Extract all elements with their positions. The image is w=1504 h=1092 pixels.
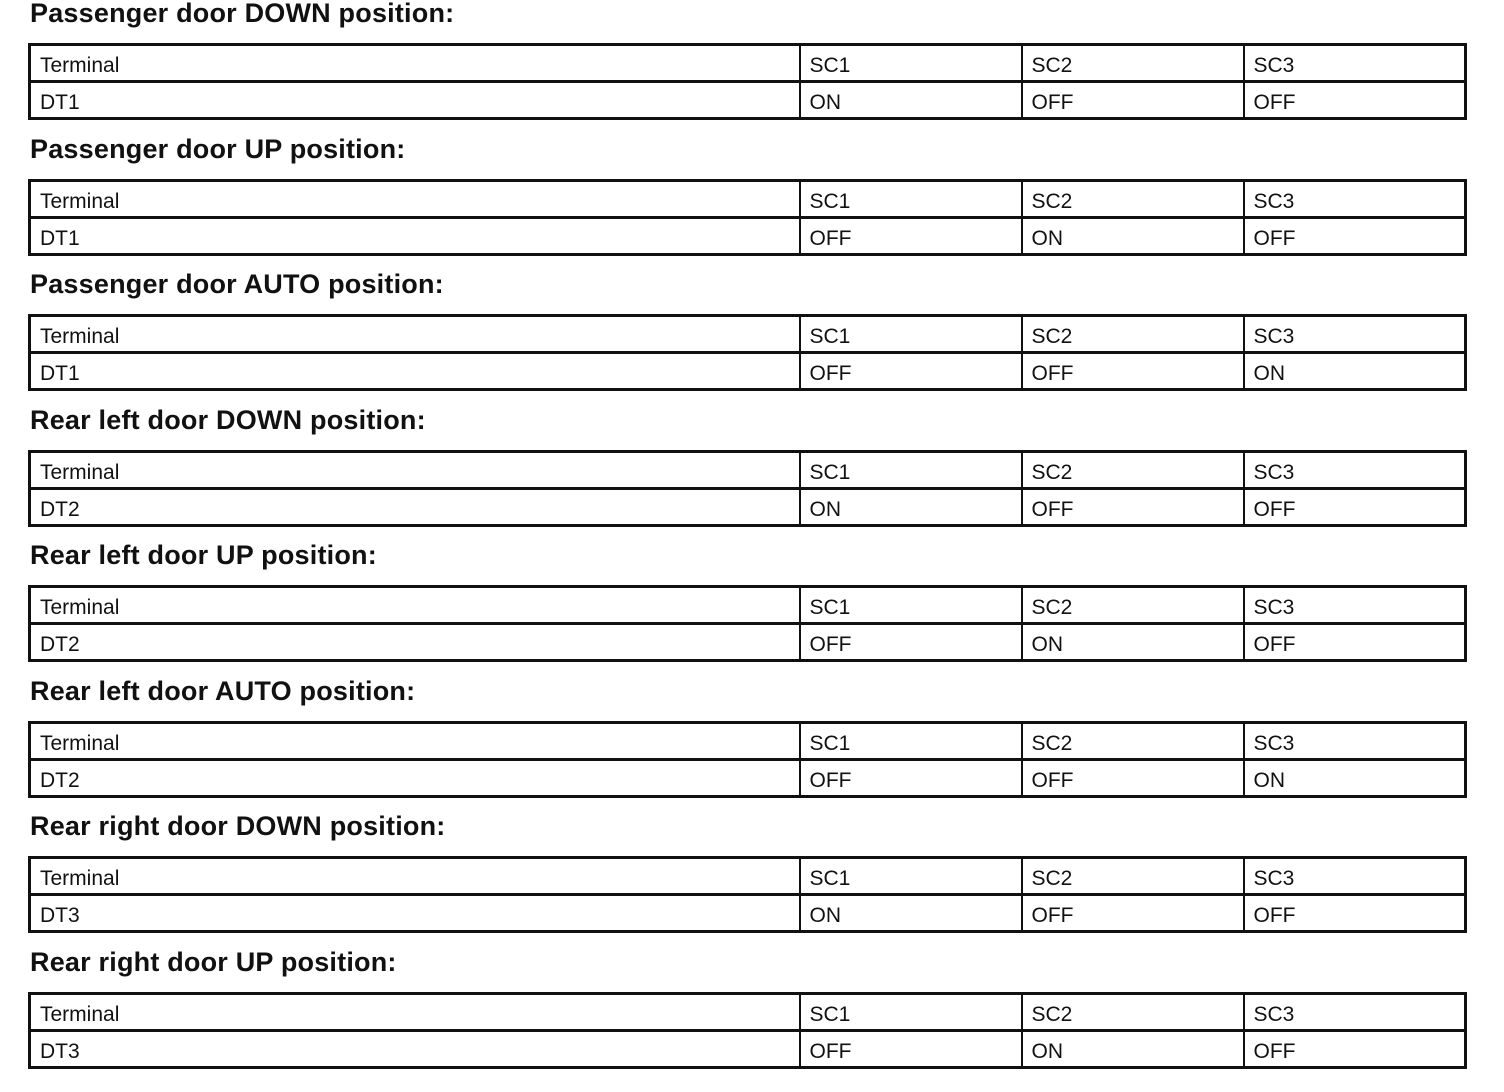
terminal-cell: DT2 bbox=[30, 760, 800, 797]
header-cell-terminal: Terminal bbox=[30, 181, 800, 218]
terminal-cell: DT1 bbox=[30, 353, 800, 390]
header-cell-sc2: SC2 bbox=[1022, 181, 1244, 218]
header-cell-terminal: Terminal bbox=[30, 994, 800, 1031]
state-cell-sc2: OFF bbox=[1022, 895, 1244, 932]
header-cell-sc2: SC2 bbox=[1022, 452, 1244, 489]
table-row bbox=[30, 82, 1466, 119]
header-cell-terminal: Terminal bbox=[30, 858, 800, 895]
terminal-cell: DT3 bbox=[30, 895, 800, 932]
header-cell-sc3: SC3 bbox=[1244, 452, 1466, 489]
state-cell-sc3: OFF bbox=[1244, 1031, 1466, 1068]
state-cell-sc1: ON bbox=[800, 895, 1022, 932]
table-header-row bbox=[30, 587, 1466, 624]
header-cell-sc2: SC2 bbox=[1022, 587, 1244, 624]
state-cell-sc3: OFF bbox=[1244, 489, 1466, 526]
header-cell-sc3: SC3 bbox=[1244, 316, 1466, 353]
terminal-table bbox=[28, 585, 1467, 662]
header-cell-sc1: SC1 bbox=[800, 181, 1022, 218]
state-cell-sc3: OFF bbox=[1244, 218, 1466, 255]
header-cell-sc2: SC2 bbox=[1022, 45, 1244, 82]
section-heading: Rear right door DOWN position: bbox=[30, 811, 446, 841]
terminal-table bbox=[28, 179, 1467, 256]
header-cell-sc1: SC1 bbox=[800, 994, 1022, 1031]
section-heading: Rear left door DOWN position: bbox=[30, 405, 426, 435]
state-cell-sc1: OFF bbox=[800, 218, 1022, 255]
header-cell-sc3: SC3 bbox=[1244, 45, 1466, 82]
header-cell-terminal: Terminal bbox=[30, 452, 800, 489]
section-heading: Rear left door UP position: bbox=[30, 540, 377, 570]
header-cell-sc1: SC1 bbox=[800, 587, 1022, 624]
header-cell-sc3: SC3 bbox=[1244, 994, 1466, 1031]
section-heading: Rear left door AUTO position: bbox=[30, 676, 416, 706]
state-cell-sc1: OFF bbox=[800, 1031, 1022, 1068]
header-cell-terminal: Terminal bbox=[30, 723, 800, 760]
terminal-cell: DT2 bbox=[30, 624, 800, 661]
header-cell-terminal: Terminal bbox=[30, 587, 800, 624]
state-cell-sc2: OFF bbox=[1022, 353, 1244, 390]
state-cell-sc2: OFF bbox=[1022, 82, 1244, 119]
table-row bbox=[30, 624, 1466, 661]
state-cell-sc2: ON bbox=[1022, 218, 1244, 255]
section-heading: Passenger door UP position: bbox=[30, 134, 406, 164]
header-cell-terminal: Terminal bbox=[30, 316, 800, 353]
header-cell-sc1: SC1 bbox=[800, 452, 1022, 489]
table-row bbox=[30, 489, 1466, 526]
header-cell-sc3: SC3 bbox=[1244, 723, 1466, 760]
terminal-table bbox=[28, 992, 1467, 1069]
table-header-row bbox=[30, 181, 1466, 218]
table-header-row bbox=[30, 45, 1466, 82]
state-cell-sc3: OFF bbox=[1244, 82, 1466, 119]
table-row bbox=[30, 1031, 1466, 1068]
table-row bbox=[30, 218, 1466, 255]
state-cell-sc2: ON bbox=[1022, 624, 1244, 661]
header-cell-sc2: SC2 bbox=[1022, 316, 1244, 353]
terminal-cell: DT2 bbox=[30, 489, 800, 526]
state-cell-sc1: OFF bbox=[800, 760, 1022, 797]
state-cell-sc2: OFF bbox=[1022, 760, 1244, 797]
header-cell-sc1: SC1 bbox=[800, 45, 1022, 82]
header-cell-sc3: SC3 bbox=[1244, 587, 1466, 624]
table-row bbox=[30, 895, 1466, 932]
header-cell-sc2: SC2 bbox=[1022, 723, 1244, 760]
header-cell-sc3: SC3 bbox=[1244, 181, 1466, 218]
state-cell-sc1: OFF bbox=[800, 624, 1022, 661]
terminal-cell: DT1 bbox=[30, 82, 800, 119]
terminal-cell: DT1 bbox=[30, 218, 800, 255]
header-cell-sc3: SC3 bbox=[1244, 858, 1466, 895]
header-cell-sc1: SC1 bbox=[800, 316, 1022, 353]
header-cell-sc2: SC2 bbox=[1022, 994, 1244, 1031]
table-header-row bbox=[30, 723, 1466, 760]
terminal-table bbox=[28, 314, 1467, 391]
section-heading: Passenger door DOWN position: bbox=[30, 0, 455, 28]
table-header-row bbox=[30, 994, 1466, 1031]
section-heading: Rear right door UP position: bbox=[30, 947, 397, 977]
state-cell-sc3: OFF bbox=[1244, 624, 1466, 661]
header-cell-sc2: SC2 bbox=[1022, 858, 1244, 895]
terminal-cell: DT3 bbox=[30, 1031, 800, 1068]
state-cell-sc3: ON bbox=[1244, 353, 1466, 390]
table-header-row bbox=[30, 452, 1466, 489]
table-row bbox=[30, 353, 1466, 390]
terminal-table bbox=[28, 721, 1467, 798]
terminal-table bbox=[28, 450, 1467, 527]
state-cell-sc1: OFF bbox=[800, 353, 1022, 390]
state-cell-sc1: ON bbox=[800, 82, 1022, 119]
state-cell-sc2: ON bbox=[1022, 1031, 1244, 1068]
state-cell-sc2: OFF bbox=[1022, 489, 1244, 526]
table-header-row bbox=[30, 316, 1466, 353]
terminal-table bbox=[28, 43, 1467, 120]
section-heading: Passenger door AUTO position: bbox=[30, 269, 444, 299]
state-cell-sc3: OFF bbox=[1244, 895, 1466, 932]
table-header-row bbox=[30, 858, 1466, 895]
header-cell-sc1: SC1 bbox=[800, 858, 1022, 895]
header-cell-terminal: Terminal bbox=[30, 45, 800, 82]
header-cell-sc1: SC1 bbox=[800, 723, 1022, 760]
state-cell-sc3: ON bbox=[1244, 760, 1466, 797]
state-cell-sc1: ON bbox=[800, 489, 1022, 526]
table-row bbox=[30, 760, 1466, 797]
terminal-table bbox=[28, 856, 1467, 933]
